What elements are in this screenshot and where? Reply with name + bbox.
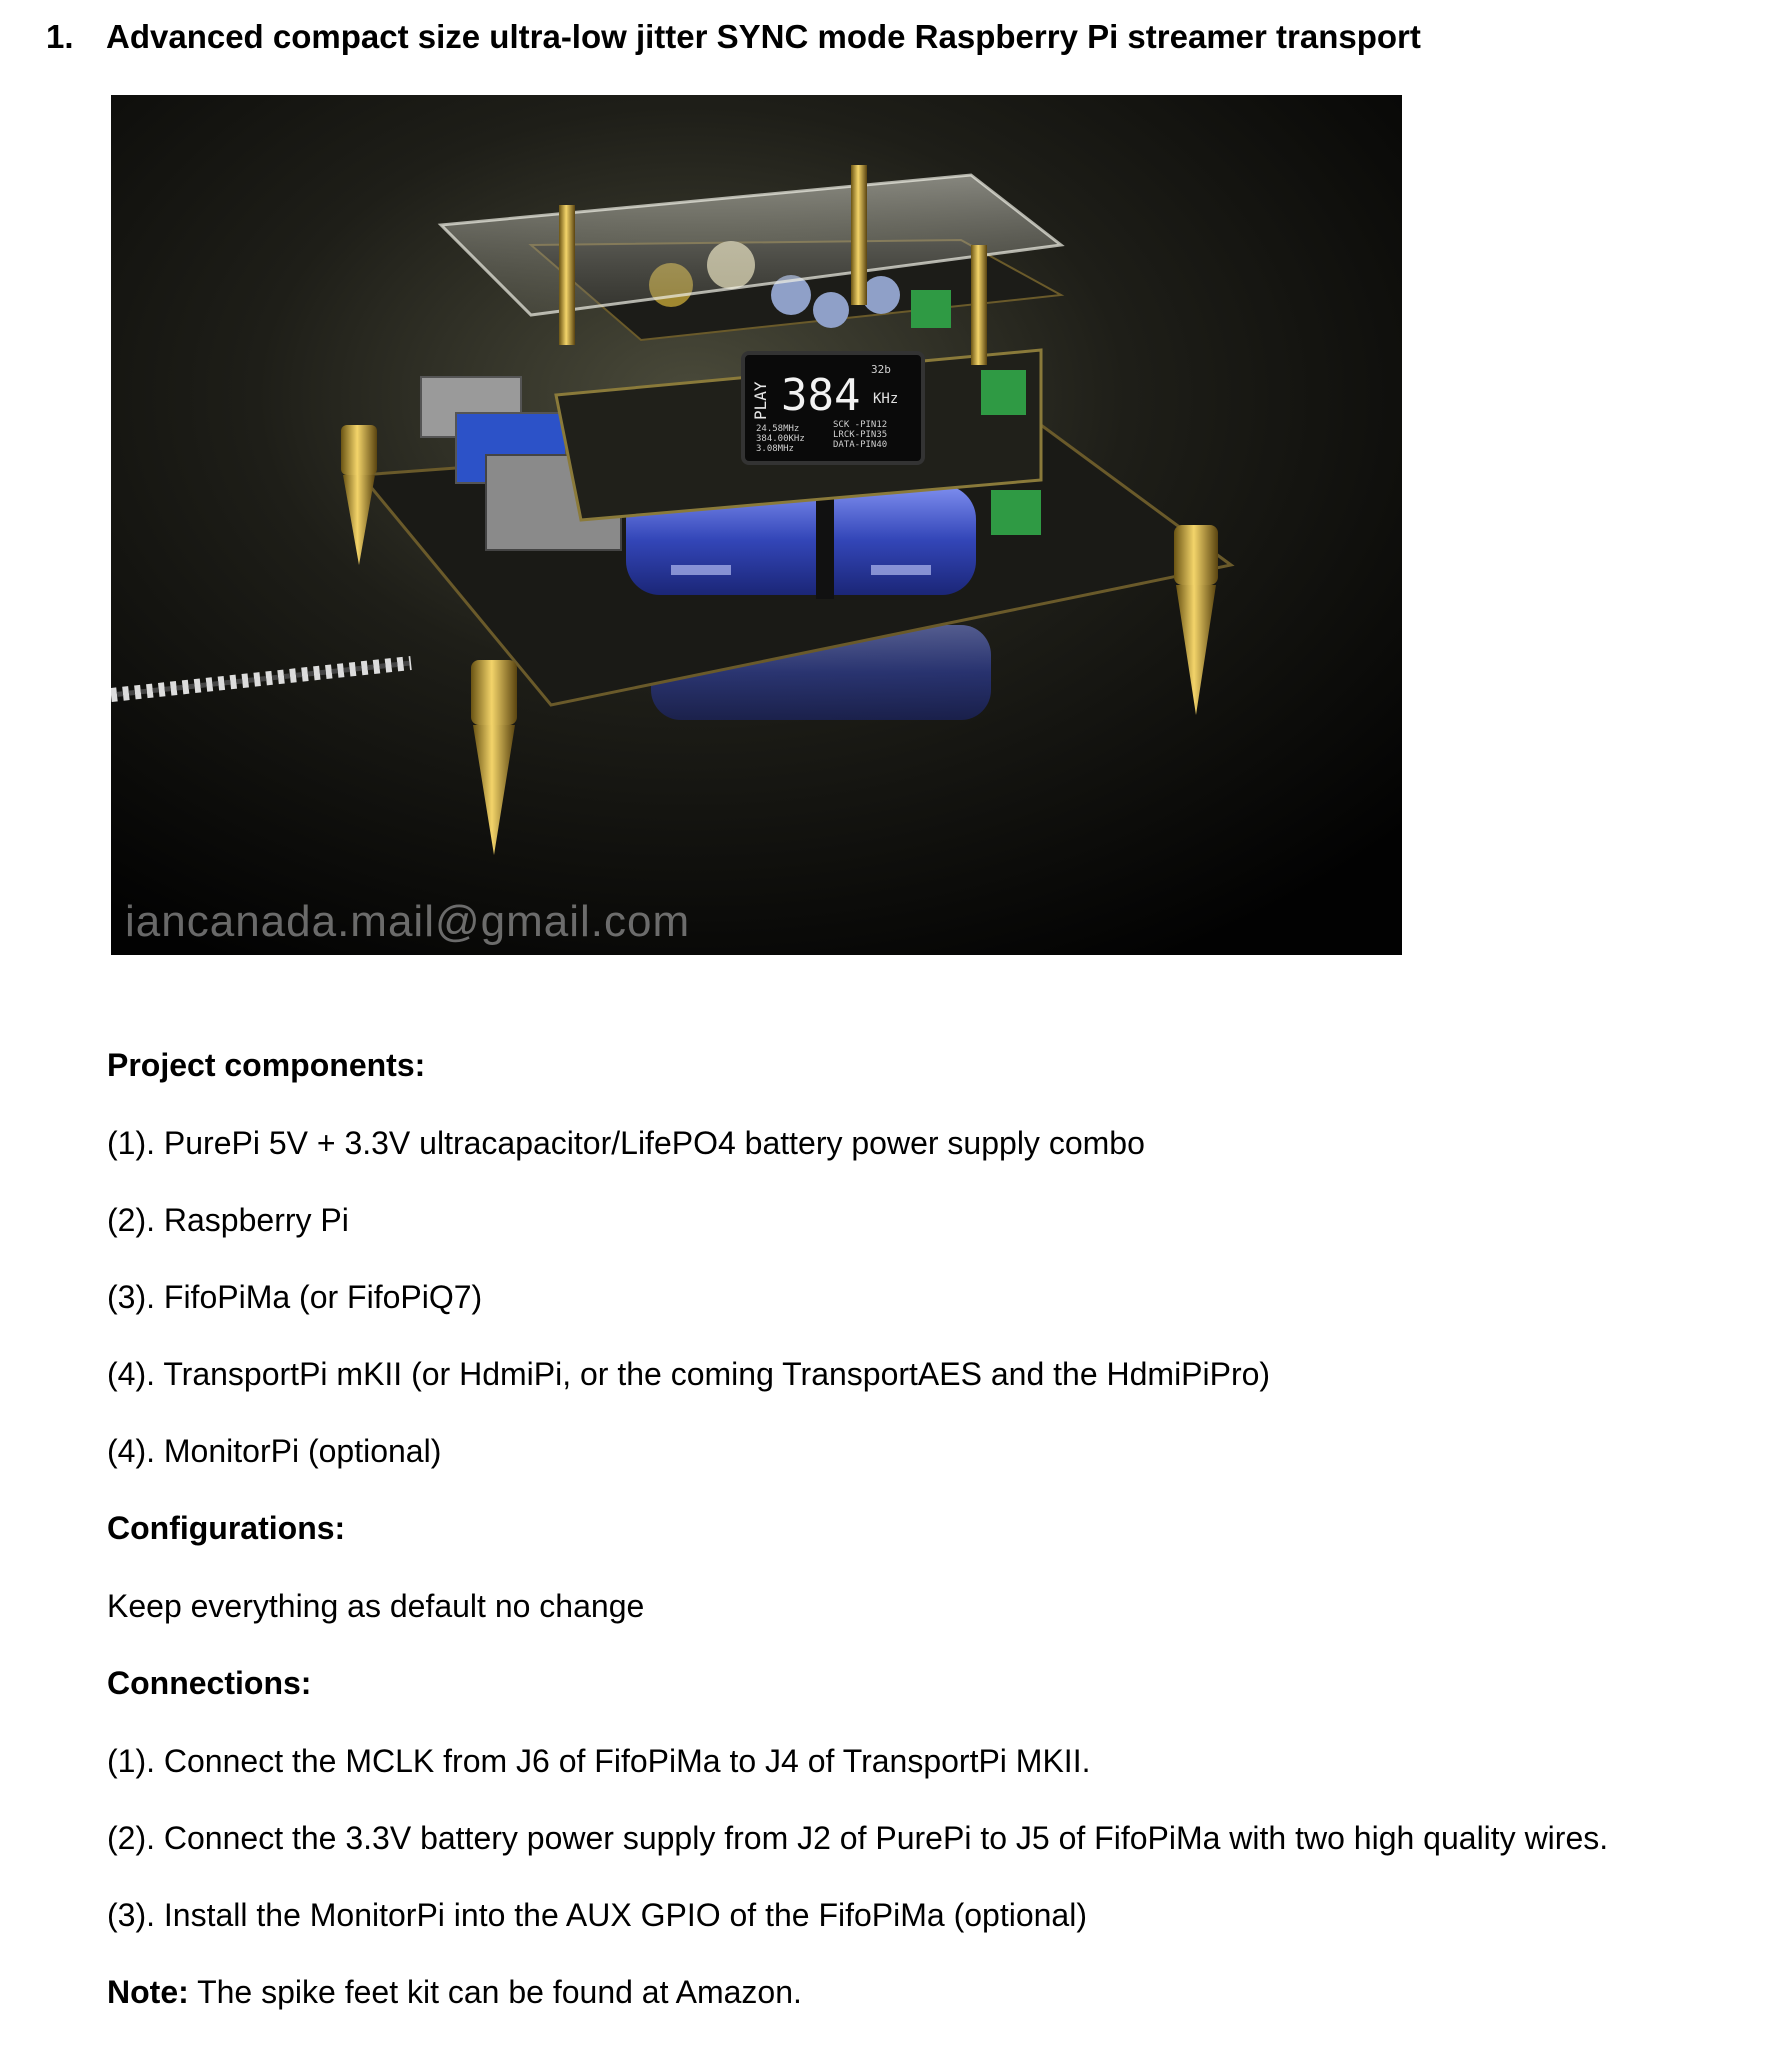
component-item: (2). Raspberry Pi: [107, 1202, 349, 1238]
streamer-illustration: [111, 95, 1402, 955]
green-terminal-1: [981, 370, 1026, 415]
configurations-text: Keep everything as default no change: [107, 1588, 645, 1624]
connection-item: (3). Install the MonitorPi into the AUX GPIO of the FifoPiMa (optional): [107, 1897, 1087, 1933]
photo-watermark: iancanada.mail@gmail.com: [125, 897, 691, 946]
oled-display: [743, 353, 923, 463]
display-bits: 32b: [871, 363, 891, 376]
display-pin-sck: SCK -PIN12: [833, 420, 888, 430]
display-lrck-freq: 384.00KHz: [756, 434, 805, 444]
display-mode: PLAY: [751, 381, 770, 420]
display-pin-data: DATA-PIN40: [833, 440, 888, 450]
display-unit: KHz: [873, 391, 899, 407]
component-item: (1). PurePi 5V + 3.3V ultracapacitor/LifePO4 battery power supply combo: [107, 1125, 1145, 1161]
component-item: (4). TransportPi mKII (or HdmiPi, or the coming TransportAES and the HdmiPiPro): [107, 1356, 1271, 1392]
display-sck-freq: 3.08MHz: [756, 444, 794, 454]
display-rate: 384: [781, 370, 861, 421]
display-mclk: 24.58MHz: [756, 424, 800, 434]
green-terminal-2: [991, 490, 1041, 535]
note-label: Note:: [107, 1974, 189, 2010]
component-item: (3). FifoPiMa (or FifoPiQ7): [107, 1279, 483, 1315]
note: [107, 1974, 802, 2011]
product-photo: [111, 95, 1402, 955]
note-text: The spike feet kit can be found at Amazon.: [188, 1974, 802, 2010]
section-title: Advanced compact size ultra-low jitter SYNC mode Raspberry Pi streamer transport: [106, 18, 1421, 55]
configurations-heading: Configurations:: [107, 1510, 346, 1546]
connection-item: (1). Connect the MCLK from J6 of FifoPiMa to J4 of TransportPi MKII.: [107, 1743, 1091, 1779]
components-heading: Project components:: [107, 1047, 426, 1083]
connection-item: (2). Connect the 3.3V battery power supply from J2 of PurePi to J5 of FifoPiMa with two high quality wires.: [107, 1820, 1609, 1856]
display-pin-lrck: LRCK-PIN35: [833, 430, 888, 440]
section-number: 1.: [46, 18, 74, 55]
connections-heading: Connections:: [107, 1665, 312, 1701]
component-item: (4). MonitorPi (optional): [107, 1433, 442, 1469]
section-heading: [46, 18, 1421, 56]
